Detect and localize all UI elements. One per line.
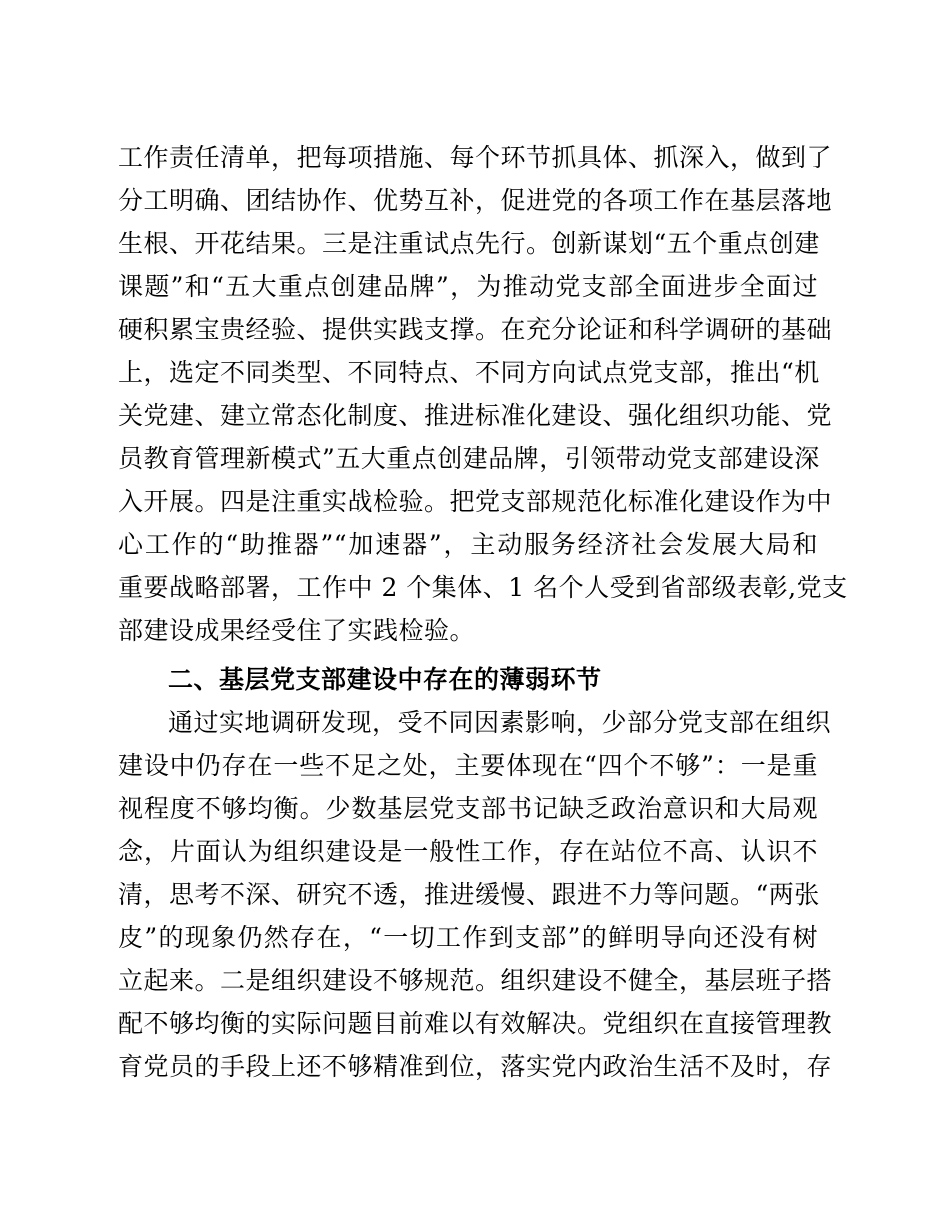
- paragraph-line: 视程度不够均衡。少数基层党支部书记缺乏政治意识和大局观: [118, 794, 818, 823]
- paragraph-line: 硬积累宝贵经验、提供实践支撑。在充分论证和科学调研的基础: [118, 315, 833, 344]
- paragraph-line: 课题”和“五大重点创建品牌”，为推动党支部全面进步全面过: [118, 272, 818, 301]
- paragraph-line: 工作责任清单，把每项措施、每个环节抓具体、抓深入，做到了: [118, 143, 833, 172]
- paragraph-line: 部建设成果经受住了实践检验。: [118, 616, 476, 645]
- section-heading: 二、基层党支部建设中存在的薄弱环节: [168, 665, 602, 694]
- paragraph-line: 心工作的“助推器”“加速器”，主动服务经济社会发展大局和: [118, 530, 818, 559]
- paragraph-line: 关党建、建立常态化制度、推进标准化建设、强化组织功能、党: [118, 401, 833, 430]
- paragraph-line: 建设中仍存在一些不足之处，主要体现在“四个不够”：一是重: [118, 751, 818, 780]
- paragraph-line: 重要战略部署，工作中 2 个集体、1 名个人受到省部级表彰,党支: [118, 573, 848, 602]
- paragraph-line: 念，片面认为组织建设是一般性工作，存在站位不高、认识不: [118, 837, 818, 866]
- paragraph-line: 分工明确、团结协作、优势互补，促进党的各项工作在基层落地: [118, 186, 833, 215]
- paragraph-line: 生根、开花结果。三是注重试点先行。创新谋划“五个重点创建: [118, 229, 820, 258]
- paragraph-line: 上，选定不同类型、不同特点、不同方向试点党支部，推出“机: [118, 358, 820, 387]
- paragraph-line: 入开展。四是注重实战检验。把党支部规范化标准化建设作为中: [118, 487, 833, 516]
- paragraph-line: 通过实地调研发现，受不同因素影响，少部分党支部在组织: [168, 708, 832, 737]
- paragraph-line: 员教育管理新模式”五大重点创建品牌，引领带动党支部建设深: [118, 444, 820, 473]
- paragraph-line: 配不够均衡的实际问题目前难以有效解决。党组织在直接管理教: [118, 1009, 833, 1038]
- paragraph-line: 立起来。二是组织建设不够规范。组织建设不健全，基层班子搭: [118, 966, 833, 995]
- paragraph-line: 皮”的现象仍然存在，“一切工作到支部”的鲜明导向还没有树: [118, 923, 818, 952]
- paragraph-line: 育党员的手段上还不够精准到位，落实党内政治生活不及时，存: [118, 1052, 833, 1081]
- paragraph-line: 清，思考不深、研究不透，推进缓慢、跟进不力等问题。“两张: [118, 880, 820, 909]
